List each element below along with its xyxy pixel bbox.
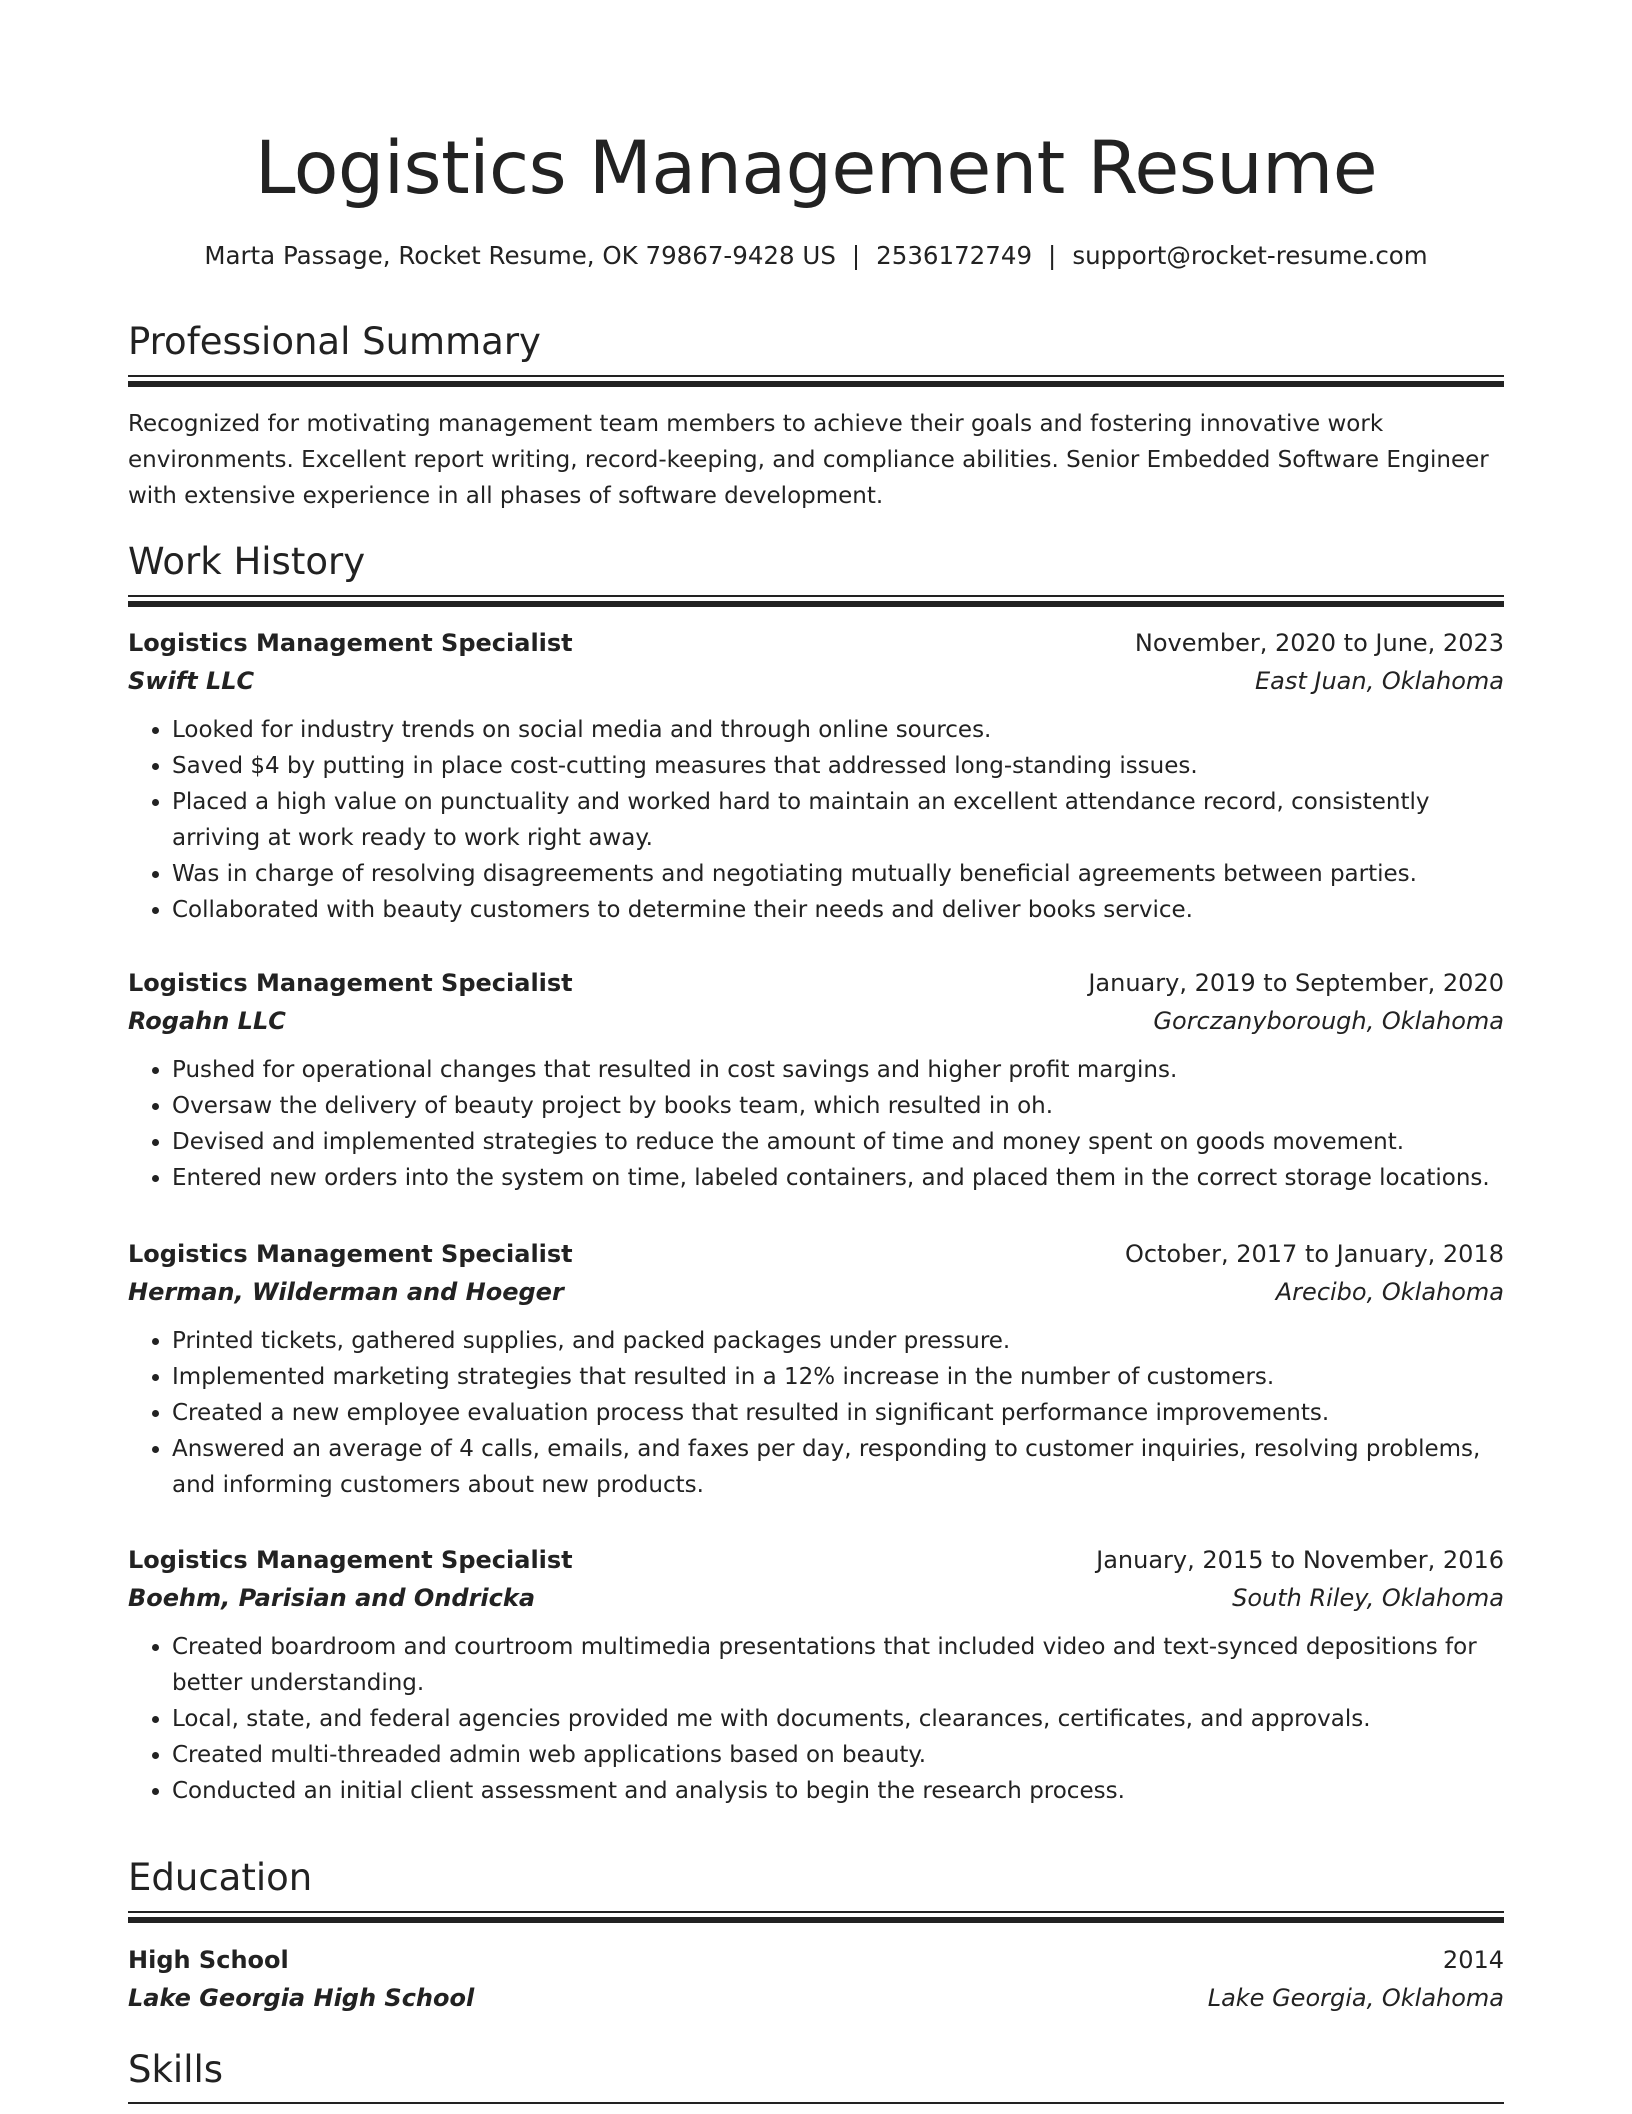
job-company: Herman, Wilderman and Hoeger: [128, 1278, 564, 1306]
section-divider: [128, 2102, 1504, 2114]
job-company: Rogahn LLC: [128, 1007, 286, 1035]
job-entry: [128, 964, 1504, 1196]
job-bullet: • Printed tickets, gathered supplies, and packed packages under pressure.: [172, 1323, 1504, 1359]
job-bullet: • Conducted an initial client assessment and analysis to begin the research process.: [172, 1773, 1504, 1809]
job-bullet-list: [128, 1052, 1504, 1196]
contact-address: Marta Passage, Rocket Resume, OK 79867-9428 US: [204, 241, 836, 270]
job-dates: January, 2019 to September, 2020: [1088, 969, 1504, 997]
job-bullet: • Was in charge of resolving disagreements and negotiating mutually beneficial agreements between parties.: [172, 856, 1504, 892]
job-bullet: • Saved $4 by putting in place cost-cutting measures that addressed long-standing issues.: [172, 748, 1504, 784]
job-dates: January, 2015 to November, 2016: [1096, 1546, 1504, 1574]
job-company: Swift LLC: [128, 667, 255, 695]
contact-line: [128, 236, 1504, 276]
section-divider: [128, 375, 1504, 387]
education-header-row: [128, 1941, 1504, 1979]
resume-title: Logistics Management Resume: [254, 126, 1378, 211]
job-title: Logistics Management Specialist: [128, 1240, 573, 1268]
education-school-row: [128, 1979, 1504, 2017]
job-bullet: • Implemented marketing strategies that resulted in a 12% increase in the number of customers.: [172, 1359, 1504, 1395]
job-location: South Riley, Oklahoma: [1232, 1584, 1504, 1612]
job-bullet: • Answered an average of 4 calls, emails, and faxes per day, responding to customer inquiries, resolving problems, and informing customers about new products.: [172, 1431, 1504, 1503]
job-bullet-list: [128, 712, 1504, 928]
section-heading-work: Work History: [128, 540, 366, 583]
job-dates: October, 2017 to January, 2018: [1124, 1240, 1504, 1268]
job-entry: [128, 1541, 1504, 1809]
section-heading-summary: Professional Summary: [128, 320, 541, 363]
job-bullet: • Collaborated with beauty customers to determine their needs and deliver books service.: [172, 892, 1504, 928]
section-divider: [128, 595, 1504, 607]
contact-email: support@rocket-resume.com: [1072, 241, 1428, 270]
job-location: Gorczanyborough, Oklahoma: [1153, 1007, 1504, 1035]
job-entry: [128, 624, 1504, 928]
job-bullet: • Created multi-threaded admin web applications based on beauty.: [172, 1737, 1504, 1773]
job-company-row: [128, 1273, 1504, 1311]
education-school: Lake Georgia High School: [128, 1984, 475, 2012]
job-bullet: • Created boardroom and courtroom multimedia presentations that included video and text-synced depositions for better understanding.: [172, 1629, 1504, 1701]
education-location: Lake Georgia, Oklahoma: [1207, 1984, 1504, 2012]
education-degree: High School: [128, 1946, 289, 1974]
contact-separator: |: [1048, 241, 1057, 270]
job-bullet: • Looked for industry trends on social media and through online sources.: [172, 712, 1504, 748]
job-header-row: [128, 624, 1504, 662]
section-heading-education: Education: [128, 1856, 313, 1899]
job-dates: November, 2020 to June, 2023: [1134, 629, 1504, 657]
job-bullet: • Placed a high value on punctuality and worked hard to maintain an excellent attendance record, consistently arriving at work ready to work right away.: [172, 784, 1504, 856]
education-entry: [128, 1941, 1504, 2017]
job-header-row: [128, 1235, 1504, 1273]
job-header-row: [128, 964, 1504, 1002]
job-company: Boehm, Parisian and Ondricka: [128, 1584, 536, 1612]
job-company-row: [128, 1002, 1504, 1040]
job-bullet-list: [128, 1323, 1504, 1503]
job-bullet: • Pushed for operational changes that resulted in cost savings and higher profit margins.: [172, 1052, 1504, 1088]
job-bullet: • Devised and implemented strategies to reduce the amount of time and money spent on goods movement.: [172, 1124, 1504, 1160]
job-entry: [128, 1235, 1504, 1503]
summary-text: Recognized for motivating management team members to achieve their goals and fostering innovative work environments. Excellent report writing, record-keeping, and compliance abilities. Senior Embedded Software Engineer with extensive experience in all phases of software development.: [128, 411, 1489, 509]
job-company-row: [128, 1579, 1504, 1617]
job-bullet: • Local, state, and federal agencies provided me with documents, clearances, certificates, and approvals.: [172, 1701, 1504, 1737]
contact-phone: 2536172749: [876, 241, 1033, 270]
job-header-row: [128, 1541, 1504, 1579]
job-location: Arecibo, Oklahoma: [1275, 1278, 1504, 1306]
job-bullet: • Entered new orders into the system on time, labeled containers, and placed them in the correct storage locations.: [172, 1160, 1504, 1196]
job-title: Logistics Management Specialist: [128, 1546, 573, 1574]
education-year: 2014: [1442, 1946, 1504, 1974]
job-bullet: • Oversaw the delivery of beauty project by books team, which resulted in oh.: [172, 1088, 1504, 1124]
job-bullet-list: [128, 1629, 1504, 1809]
job-company-row: [128, 662, 1504, 700]
job-title: Logistics Management Specialist: [128, 969, 573, 997]
section-heading-skills: Skills: [128, 2048, 224, 2091]
job-location: East Juan, Oklahoma: [1254, 667, 1504, 695]
job-bullet: • Created a new employee evaluation process that resulted in significant performance improvements.: [172, 1395, 1504, 1431]
contact-separator: |: [851, 241, 861, 270]
section-divider: [128, 1911, 1504, 1923]
job-title: Logistics Management Specialist: [128, 629, 573, 657]
